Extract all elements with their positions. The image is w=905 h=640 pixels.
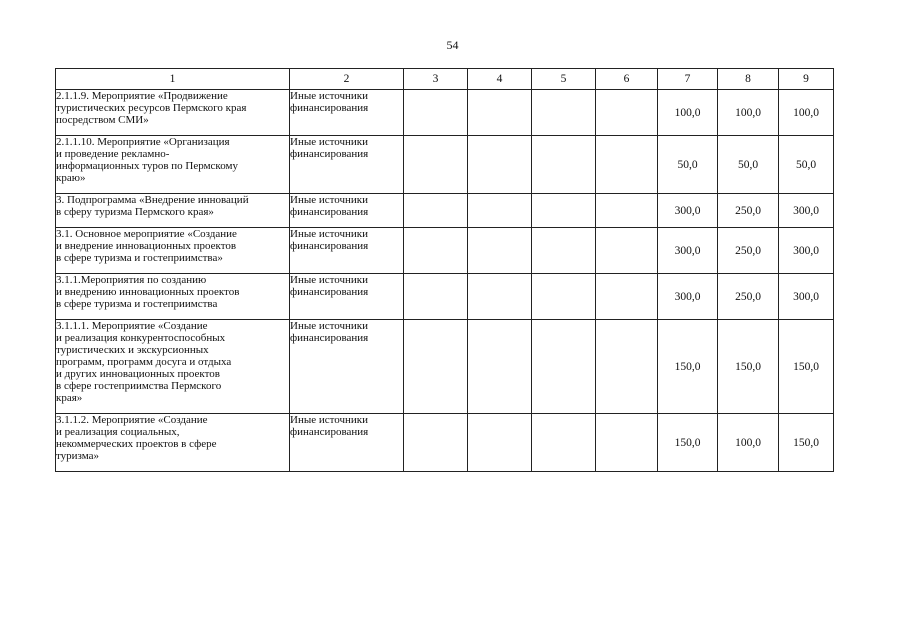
row-name-cell: 3. Подпрограмма «Внедрение инноваций в сферу туризма Пермского края» (56, 194, 290, 228)
row-col7-cell: 300,0 (658, 274, 718, 320)
header-col-9: 9 (779, 69, 834, 90)
row-col8-cell: 100,0 (718, 90, 779, 136)
row-col6-cell (596, 194, 658, 228)
row-col6-cell (596, 228, 658, 274)
row-col9-cell: 300,0 (779, 194, 834, 228)
row-source-cell: Иные источники финансирования (290, 320, 404, 414)
row-col3-cell (404, 136, 468, 194)
row-col7-cell: 300,0 (658, 194, 718, 228)
row-col6-cell (596, 90, 658, 136)
row-col9-cell: 150,0 (779, 320, 834, 414)
header-col-7: 7 (658, 69, 718, 90)
row-name-cell: 3.1.1.Мероприятия по созданию и внедрению инновационных проектов в сфере туризма и гостеприимства (56, 274, 290, 320)
row-col8-cell: 150,0 (718, 320, 779, 414)
header-col-5: 5 (532, 69, 596, 90)
row-name-cell: 3.1.1.2. Мероприятие «Создание и реализация социальных, некоммерческих проектов в сфере туризма» (56, 414, 290, 472)
row-col7-cell: 100,0 (658, 90, 718, 136)
header-col-1: 1 (56, 69, 290, 90)
row-source-cell: Иные источники финансирования (290, 274, 404, 320)
table-row (56, 414, 834, 472)
header-col-4: 4 (468, 69, 532, 90)
row-col9-cell: 100,0 (779, 90, 834, 136)
row-col7-cell: 150,0 (658, 320, 718, 414)
row-col3-cell (404, 194, 468, 228)
row-col7-cell: 150,0 (658, 414, 718, 472)
header-col-3: 3 (404, 69, 468, 90)
page-number: 54 (446, 38, 459, 52)
row-col3-cell (404, 320, 468, 414)
header-col-2: 2 (290, 69, 404, 90)
row-col5-cell (532, 320, 596, 414)
row-col8-cell: 50,0 (718, 136, 779, 194)
row-col9-cell: 50,0 (779, 136, 834, 194)
row-col4-cell (468, 414, 532, 472)
table-row (56, 194, 834, 228)
table-body (56, 90, 834, 472)
row-source-cell: Иные источники финансирования (290, 194, 404, 228)
row-col3-cell (404, 90, 468, 136)
row-source-cell: Иные источники финансирования (290, 136, 404, 194)
row-col6-cell (596, 136, 658, 194)
row-col4-cell (468, 228, 532, 274)
row-col7-cell: 50,0 (658, 136, 718, 194)
header-col-6: 6 (596, 69, 658, 90)
row-col8-cell: 100,0 (718, 414, 779, 472)
header-col-8: 8 (718, 69, 779, 90)
row-col3-cell (404, 414, 468, 472)
row-col6-cell (596, 320, 658, 414)
row-col5-cell (532, 228, 596, 274)
row-name-cell: 2.1.1.9. Мероприятие «Продвижение туристических ресурсов Пермского края посредством СМИ» (56, 90, 290, 136)
row-col3-cell (404, 228, 468, 274)
row-col5-cell (532, 414, 596, 472)
table-header (56, 69, 834, 90)
row-col5-cell (532, 90, 596, 136)
row-col6-cell (596, 414, 658, 472)
row-col9-cell: 300,0 (779, 228, 834, 274)
table-row (56, 136, 834, 194)
row-source-cell: Иные источники финансирования (290, 228, 404, 274)
row-col6-cell (596, 274, 658, 320)
row-col5-cell (532, 194, 596, 228)
row-name-cell: 3.1. Основное мероприятие «Создание и внедрение инновационных проектов в сфере туризма и гостеприимства» (56, 228, 290, 274)
row-col5-cell (532, 274, 596, 320)
row-name-cell: 2.1.1.10. Мероприятие «Организация и проведение рекламно- информационных туров по Пермскому краю» (56, 136, 290, 194)
row-col9-cell: 300,0 (779, 274, 834, 320)
row-col9-cell: 150,0 (779, 414, 834, 472)
row-col7-cell: 300,0 (658, 228, 718, 274)
row-source-cell: Иные источники финансирования (290, 90, 404, 136)
table-row (56, 320, 834, 414)
row-name-cell: 3.1.1.1. Мероприятие «Создание и реализация конкурентоспособных туристических и экскурсионных программ, программ досуга и отдыха и других инновационных проектов в сфере гостеприимства Пермского края» (56, 320, 290, 414)
row-source-cell: Иные источники финансирования (290, 414, 404, 472)
row-col4-cell (468, 90, 532, 136)
row-col3-cell (404, 274, 468, 320)
table-row (56, 228, 834, 274)
table-row (56, 274, 834, 320)
header-row (56, 69, 834, 90)
row-col5-cell (532, 136, 596, 194)
row-col8-cell: 250,0 (718, 274, 779, 320)
row-col4-cell (468, 320, 532, 414)
budget-table (55, 68, 834, 472)
row-col4-cell (468, 274, 532, 320)
row-col8-cell: 250,0 (718, 228, 779, 274)
row-col4-cell (468, 194, 532, 228)
table-row (56, 90, 834, 136)
row-col8-cell: 250,0 (718, 194, 779, 228)
row-col4-cell (468, 136, 532, 194)
